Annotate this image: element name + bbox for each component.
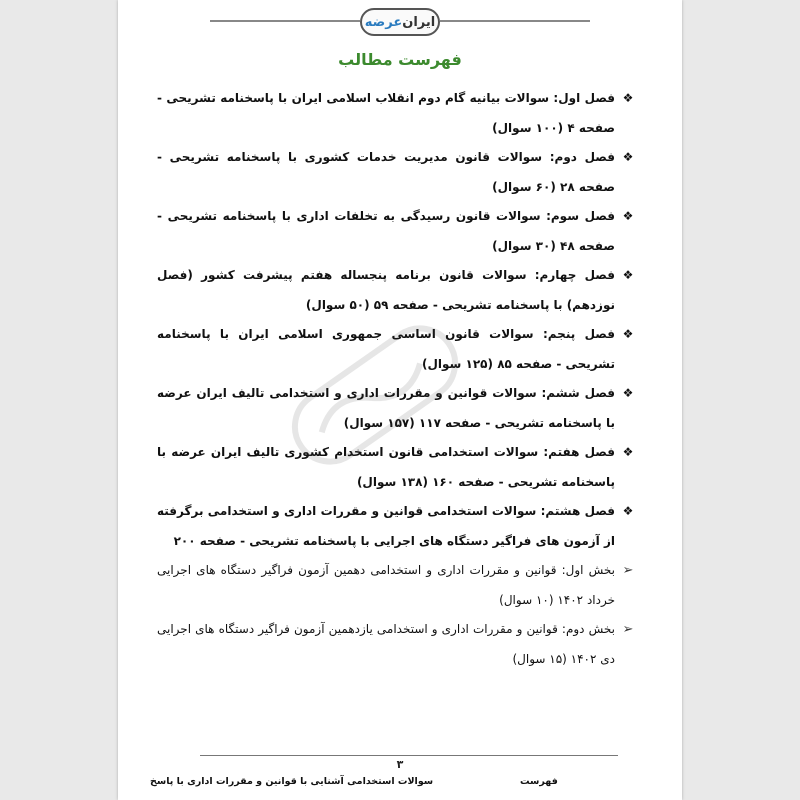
toc-item-text: فصل چهارم: سوالات قانون برنامه پنجساله هفتم پیشرفت کشور (فصل نوزدهم) با پاسخنامه تشریحی - صفحه ۵۹ (۵۰ سوال) xyxy=(157,268,615,312)
diamond-bullet-icon: ❖ xyxy=(622,445,634,459)
toc-item-text: فصل سوم: سوالات قانون رسیدگی به تخلفات اداری با پاسخنامه تشریحی - صفحه ۴۸ (۳۰ سوال) xyxy=(157,209,615,253)
toc-item-7 xyxy=(157,438,635,497)
toc-title: فهرست مطالب xyxy=(338,50,462,69)
toc-item-5 xyxy=(157,320,635,379)
table-of-contents xyxy=(157,84,635,674)
diamond-bullet-icon: ❖ xyxy=(622,327,634,341)
brand-logo xyxy=(360,8,440,36)
toc-item-8 xyxy=(157,497,635,556)
diamond-bullet-icon: ❖ xyxy=(622,209,634,223)
footer-section-name: فهرست xyxy=(520,776,558,787)
footer-book-title: سوالات استخدامی آشنایی با قوانین و مقررات اداری با پاسخ xyxy=(150,776,434,787)
arrow-bullet-icon: ➢ xyxy=(622,622,634,637)
toc-item-text: فصل هشتم: سوالات استخدامی قوانین و مقررات اداری و استخدامی برگرفته از آزمون های فراگیر دستگاه های اجرایی با پاسخنامه تشریحی - صفحه ۲۰۰ xyxy=(157,504,615,548)
toc-item-text: فصل هفتم: سوالات استخدامی قانون استخدام کشوری تالیف ایران عرضه با پاسخنامه تشریحی - صفحه ۱۶۰ (۱۳۸ سوال) xyxy=(157,445,615,489)
toc-item-text: فصل دوم: سوالات قانون مدیریت خدمات کشوری با پاسخنامه تشریحی - صفحه ۲۸ (۶۰ سوال) xyxy=(157,150,615,194)
diamond-bullet-icon: ❖ xyxy=(622,504,634,518)
toc-item-text: فصل پنجم: سوالات قانون اساسی جمهوری اسلامی ایران با پاسخنامه تشریحی - صفحه ۸۵ (۱۲۵ سوال) xyxy=(157,327,615,371)
diamond-bullet-icon: ❖ xyxy=(622,91,634,105)
toc-item-text: فصل اول: سوالات بیانیه گام دوم انقلاب اسلامی ایران با پاسخنامه تشریحی - صفحه ۴ (۱۰۰ سوال) xyxy=(157,91,615,135)
footer-divider xyxy=(200,755,618,756)
toc-item-4 xyxy=(157,261,635,320)
diamond-bullet-icon: ❖ xyxy=(622,268,634,282)
diamond-bullet-icon: ❖ xyxy=(622,150,634,164)
header-line-right xyxy=(440,20,590,22)
toc-item-text: فصل ششم: سوالات قوانین و مقررات اداری و استخدامی تالیف ایران عرضه با پاسخنامه تشریحی - صفحه ۱۱۷ (۱۵۷ سوال) xyxy=(157,386,615,430)
toc-subitem-2 xyxy=(157,615,635,674)
toc-item-3 xyxy=(157,202,635,261)
toc-item-2 xyxy=(157,143,635,202)
toc-subitem-text: بخش اول: قوانین و مقررات اداری و استخدامی دهمین آزمون فراگیر دستگاه های اجرایی خرداد ۱۴۰۲ (۱۰ سوال) xyxy=(157,563,615,607)
header-line-left xyxy=(210,20,360,22)
toc-item-1 xyxy=(157,84,635,143)
page-number: ۳ xyxy=(396,758,404,771)
arrow-bullet-icon: ➢ xyxy=(622,563,634,578)
logo-main-text: ایران xyxy=(402,14,436,30)
toc-subitem-text: بخش دوم: قوانین و مقررات اداری و استخدامی یازدهمین آزمون فراگیر دستگاه های اجرایی دی ۱۴۰۲ (۱۵ سوال) xyxy=(157,622,615,666)
logo-accent-text: عرضه xyxy=(364,14,403,30)
toc-item-6 xyxy=(157,379,635,438)
toc-subitem-1 xyxy=(157,556,635,615)
diamond-bullet-icon: ❖ xyxy=(622,386,634,400)
